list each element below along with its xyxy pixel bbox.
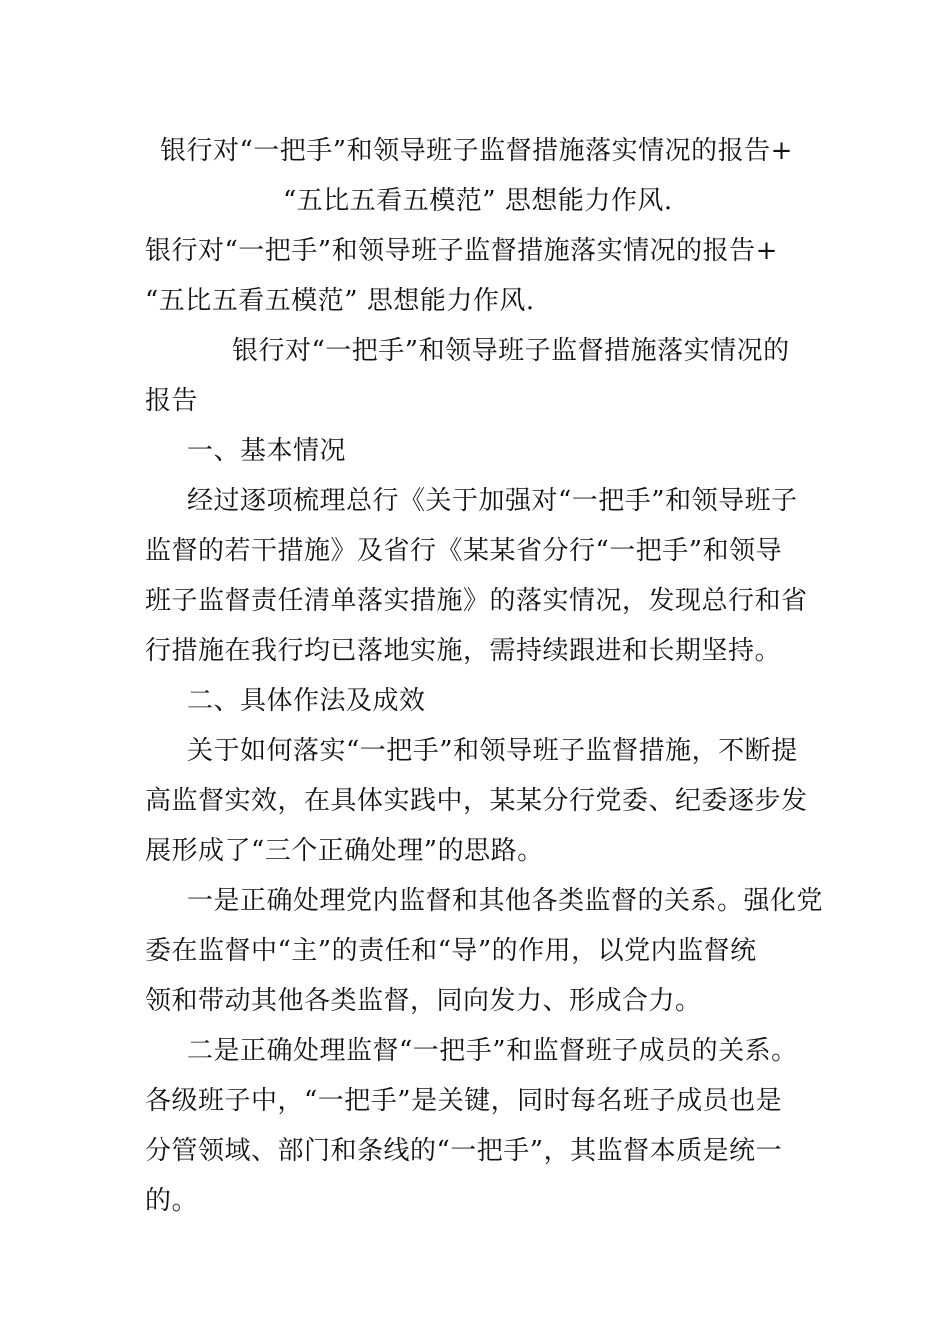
paragraph-2-line-3: 展形成了“三个正确处理”的思路。 — [145, 836, 544, 866]
paragraph-2-line-2: 高监督实效，在具体实践中，某某分行党委、纪委逐步发 — [145, 786, 808, 816]
report-heading-line-2: 报告 — [145, 386, 199, 416]
report-heading-line-1: 银行对“一把手”和领导班子监督措施落实情况的 — [232, 336, 790, 366]
paragraph-3-line-3: 领和带动其他各类监督，同向发力、形成合力。 — [145, 986, 702, 1016]
paragraph-4-line-4: 的。 — [145, 1186, 199, 1216]
paragraph-3-line-2: 委在监督中“主”的责任和“导”的作用，以党内监督统 — [145, 936, 757, 966]
paragraph-1-line-1: 经过逐项梳理总行《关于加强对“一把手”和领导班子 — [187, 486, 798, 516]
paragraph-1-line-4: 行措施在我行均已落地实施，需持续跟进和长期坚持。 — [145, 636, 782, 666]
paragraph-2-line-1: 关于如何落实“一把手”和领导班子监督措施，不断提 — [187, 736, 798, 766]
paragraph-1-line-2: 监督的若干措施》及省行《某某省分行“一把手”和领导 — [145, 536, 783, 566]
title-line-1: 银行对“一把手”和领导班子监督措施落实情况的报告+ — [160, 136, 793, 166]
paragraph-4-line-3: 分管领域、部门和条线的“一把手”，其监督本质是统一 — [145, 1136, 783, 1166]
repeat-title-line-2: “五比五看五模范” 思想能力作风. — [145, 286, 535, 316]
paragraph-4-line-1: 二是正确处理监督“一把手”和监督班子成员的关系。 — [187, 1036, 798, 1066]
paragraph-3-line-1: 一是正确处理党内监督和其他各类监督的关系。强化党 — [187, 886, 824, 916]
section-heading-basic: 一、基本情况 — [187, 436, 347, 466]
paragraph-1-line-3: 班子监督责任清单落实措施》的落实情况，发现总行和省 — [145, 586, 808, 616]
paragraph-4-line-2: 各级班子中，“一把手”是关键，同时每名班子成员也是 — [145, 1086, 783, 1116]
section-heading-practice: 二、具体作法及成效 — [187, 686, 426, 716]
repeat-title-line-1: 银行对“一把手”和领导班子监督措施落实情况的报告+ — [145, 236, 778, 266]
title-line-2: “五比五看五模范” 思想能力作风. — [283, 186, 673, 216]
